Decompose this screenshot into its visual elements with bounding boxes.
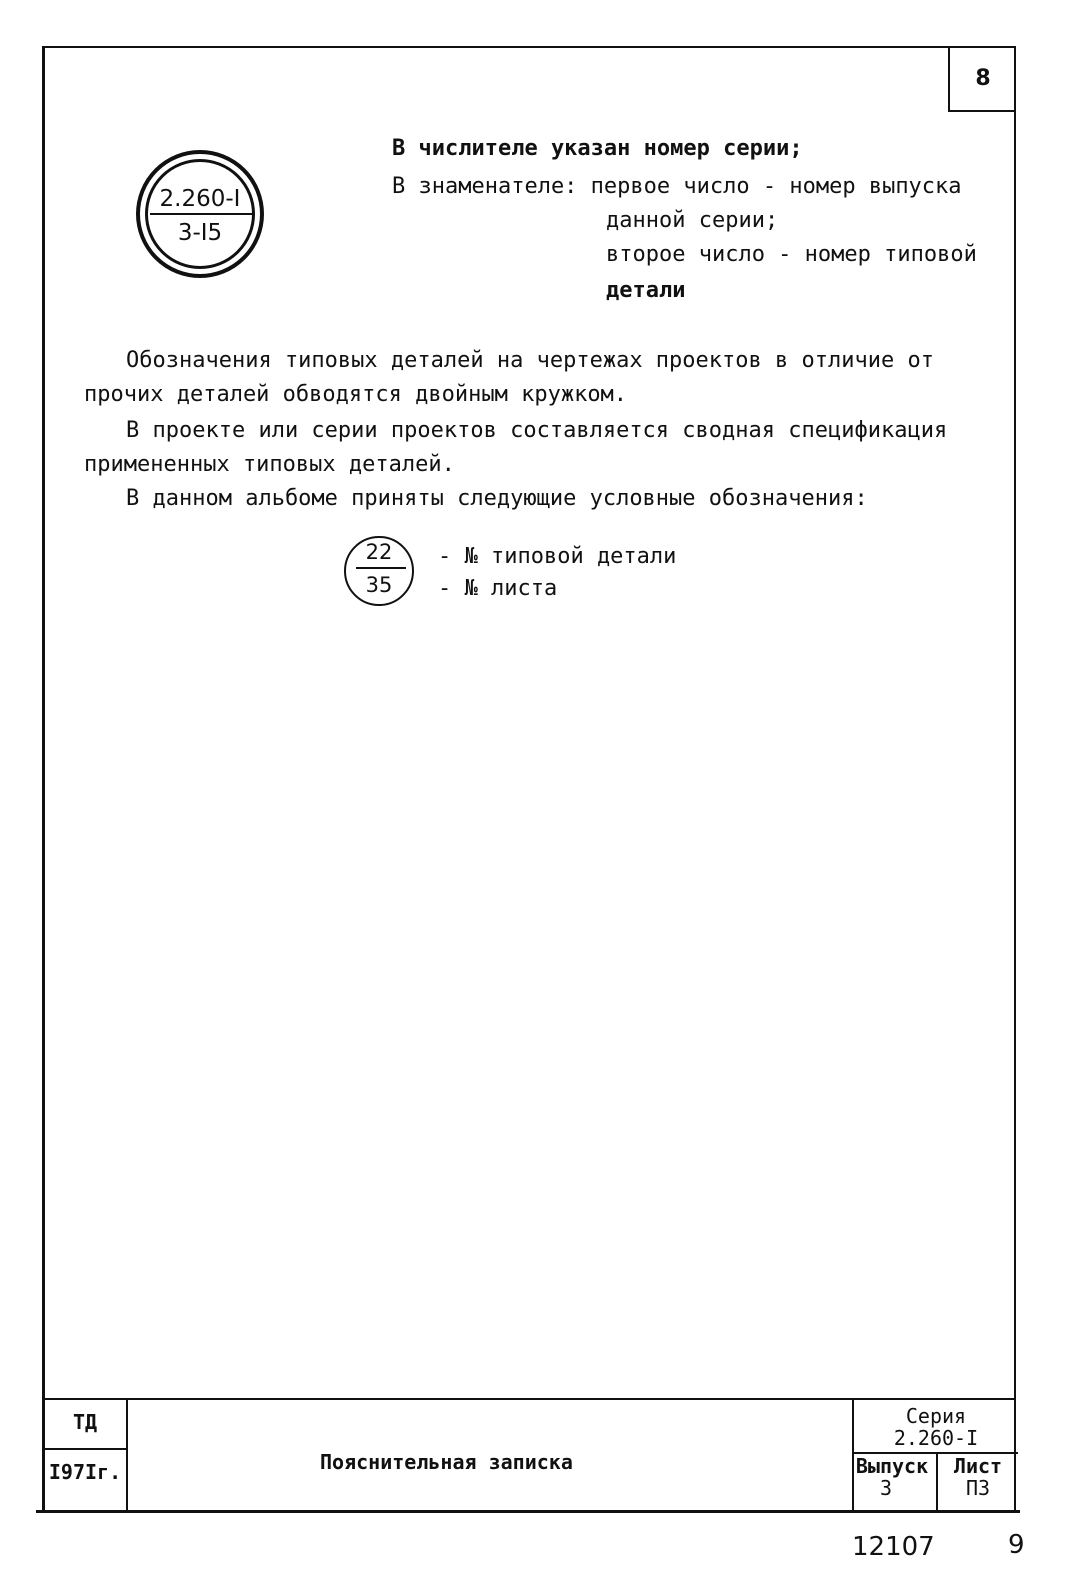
handwritten-inventory-number: 12107 xyxy=(852,1532,935,1562)
legend-numerator-label: - № типовой детали xyxy=(438,544,677,569)
paragraph-3: В данном альбоме приняты следующие условные обозначения: xyxy=(126,486,868,511)
serial-fraction-line xyxy=(150,213,252,215)
serial-denominator: 3-I5 xyxy=(177,220,223,246)
explanation-line-2: В знаменателе: первое число - номер выпуска xyxy=(392,174,962,199)
legend-denominator-label: - № листа xyxy=(438,576,558,601)
corner-page-number: 9 xyxy=(1008,1530,1025,1560)
issue-value: 3 xyxy=(879,1476,893,1500)
title-block-left-divider xyxy=(42,1448,126,1450)
paragraph-2-line-2: примененных типовых деталей. xyxy=(84,452,455,477)
paragraph-1-line-2: прочих деталей обводятся двойным кружком. xyxy=(84,382,628,407)
year-label: I97Iг. xyxy=(48,1460,122,1484)
title-block-top-line xyxy=(42,1398,1016,1400)
legend-denominator: 35 xyxy=(365,573,393,597)
paragraph-1-line-1: Обозначения типовых деталей на чертежах проектов в отличие от xyxy=(126,348,934,373)
legend-numerator: 22 xyxy=(365,540,393,564)
legend-fraction-line xyxy=(356,567,406,569)
serial-numerator: 2.260-I xyxy=(159,186,241,212)
frame-bottom-line xyxy=(36,1510,1020,1513)
issue-label: Выпуск xyxy=(855,1454,929,1478)
page-number: 8 xyxy=(948,46,1016,112)
explanation-line-1: В числителе указан номер серии; xyxy=(392,136,803,161)
td-label: ТД xyxy=(72,1410,98,1434)
series-value: 2.260-I xyxy=(893,1426,979,1450)
explanation-line-4: второе число - номер типовой xyxy=(606,242,977,267)
explanation-line-5: детали xyxy=(606,278,686,303)
sheet-label: Лист xyxy=(953,1454,1003,1478)
title-block-left-border xyxy=(126,1398,128,1511)
document-title: Пояснительная записка xyxy=(320,1450,573,1474)
paragraph-2-line-1: В проекте или серии проектов составляется сводная спецификация xyxy=(126,418,948,443)
sheet-value: ПЗ xyxy=(965,1476,991,1500)
series-label: Серия xyxy=(905,1404,967,1428)
explanation-line-3: данной серии; xyxy=(606,208,779,233)
